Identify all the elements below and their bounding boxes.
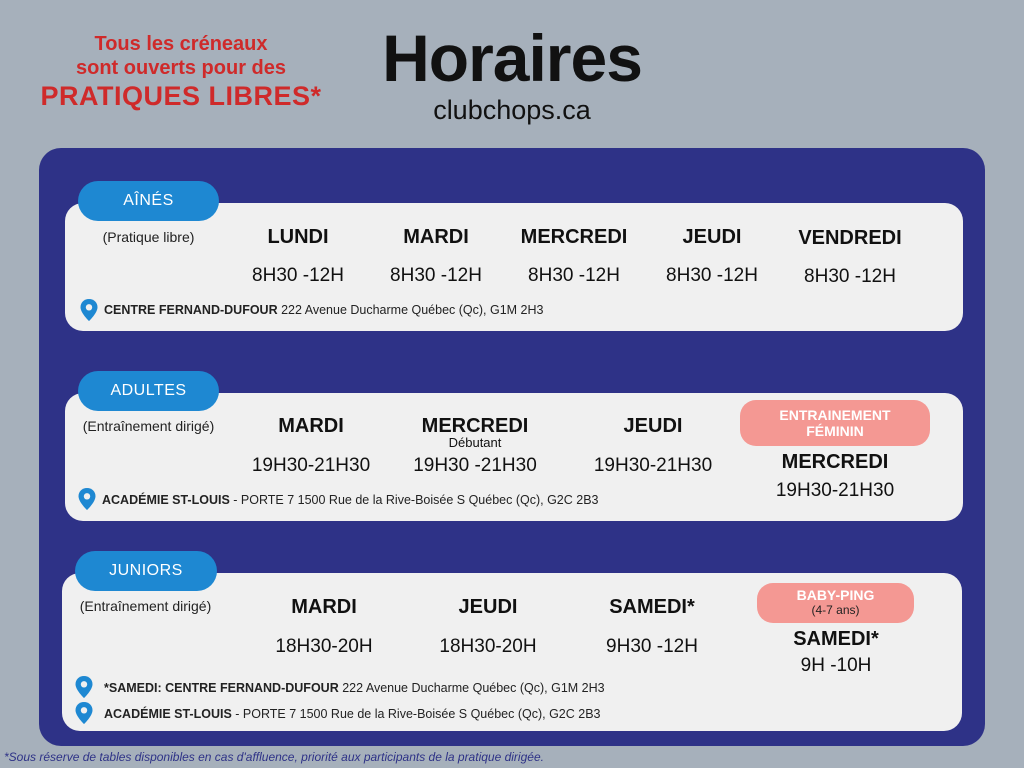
aines-time-2: 8H30 -12H	[528, 265, 620, 286]
adultes-time-1: 19H30 -21H30	[413, 455, 537, 476]
aines-time-1: 8H30 -12H	[390, 265, 482, 286]
aines-day-3: JEUDI	[682, 226, 742, 248]
juniors-location1-name: *SAMEDI: CENTRE FERNAND-DUFOUR	[104, 681, 339, 695]
aines-location-name: CENTRE FERNAND-DUFOUR	[104, 303, 278, 317]
footnote: *Sous réserve de tables disponibles en cas d'affluence, priorité aux participants de la pratique dirigée.	[4, 750, 544, 764]
adultes-subtitle: (Entraînement dirigé)	[82, 418, 215, 434]
juniors-day-1: JEUDI	[458, 596, 518, 618]
juniors-time-0: 18H30-20H	[275, 636, 373, 657]
location-pin-icon	[78, 488, 96, 510]
badge-line-1: ENTRAINEMENT	[779, 407, 891, 423]
adultes-time-0: 19H30-21H30	[251, 455, 371, 476]
badge-line-2: (4-7 ans)	[811, 603, 860, 617]
promo-line-3: PRATIQUES LIBRES*	[40, 81, 322, 111]
adultes-day-0: MARDI	[278, 415, 344, 437]
womens-training-badge	[740, 400, 930, 446]
aines-location-address: 222 Avenue Ducharme Québec (Qc), G1M 2H3	[277, 303, 544, 317]
juniors-subtitle: (Entraînement dirigé)	[79, 598, 212, 614]
aines-time-3: 8H30 -12H	[666, 265, 758, 286]
juniors-address-1	[104, 680, 605, 696]
location-pin-icon	[80, 299, 98, 321]
promo-text	[20, 32, 342, 112]
juniors-time-1: 18H30-20H	[439, 636, 537, 657]
adultes-location-address: - PORTE 7 1500 Rue de la Rive-Boisée S Québec (Qc), G2C 2B3	[229, 493, 599, 507]
adultes-day-2: JEUDI	[623, 415, 683, 437]
juniors-location1-address: 222 Avenue Ducharme Québec (Qc), G1M 2H3	[338, 681, 605, 695]
aines-address	[104, 302, 544, 318]
aines-time-4: 8H30 -12H	[804, 266, 896, 287]
aines-subtitle: (Pratique libre)	[102, 229, 195, 245]
aines-time-0: 8H30 -12H	[252, 265, 344, 286]
aines-day-4: VENDREDI	[798, 227, 902, 249]
website-link[interactable]: clubchops.ca	[433, 95, 591, 125]
adultes-day-1: MERCREDI	[421, 415, 529, 437]
juniors-address-2	[104, 706, 601, 722]
baby-ping-badge	[757, 583, 914, 623]
juniors-time-2: 9H30 -12H	[606, 636, 698, 657]
page-title: Horaires	[382, 21, 642, 95]
location-pin-icon	[75, 676, 93, 698]
aines-day-1: MARDI	[403, 226, 469, 248]
location-pin-icon	[75, 702, 93, 724]
badge-line-2: FÉMININ	[806, 423, 864, 439]
adultes-special-time: 19H30-21H30	[775, 480, 895, 501]
adultes-special-day: MERCREDI	[781, 451, 889, 473]
juniors-day-2: SAMEDI*	[609, 596, 695, 618]
aines-day-0: LUNDI	[267, 226, 329, 248]
adultes-location-name: ACADÉMIE ST-LOUIS	[102, 493, 230, 507]
juniors-location2-address: - PORTE 7 1500 Rue de la Rive-Boisée S Québec (Qc), G2C 2B3	[231, 707, 601, 721]
adultes-address	[102, 492, 599, 508]
adultes-label: ADULTES	[78, 371, 219, 411]
juniors-special-day: SAMEDI*	[793, 628, 879, 650]
adultes-time-2: 19H30-21H30	[593, 455, 713, 476]
aines-label: AÎNÉS	[78, 181, 219, 221]
juniors-day-0: MARDI	[291, 596, 357, 618]
badge-line-1: BABY-PING	[796, 587, 875, 603]
juniors-location2-name: ACADÉMIE ST-LOUIS	[104, 707, 232, 721]
aines-day-2: MERCREDI	[520, 226, 628, 248]
promo-line-1: Tous les créneaux	[94, 33, 268, 55]
juniors-label: JUNIORS	[75, 551, 217, 591]
juniors-special-time: 9H -10H	[800, 655, 872, 676]
promo-line-2: sont ouverts pour des	[75, 57, 287, 79]
adultes-day-1-note: Débutant	[448, 435, 502, 450]
